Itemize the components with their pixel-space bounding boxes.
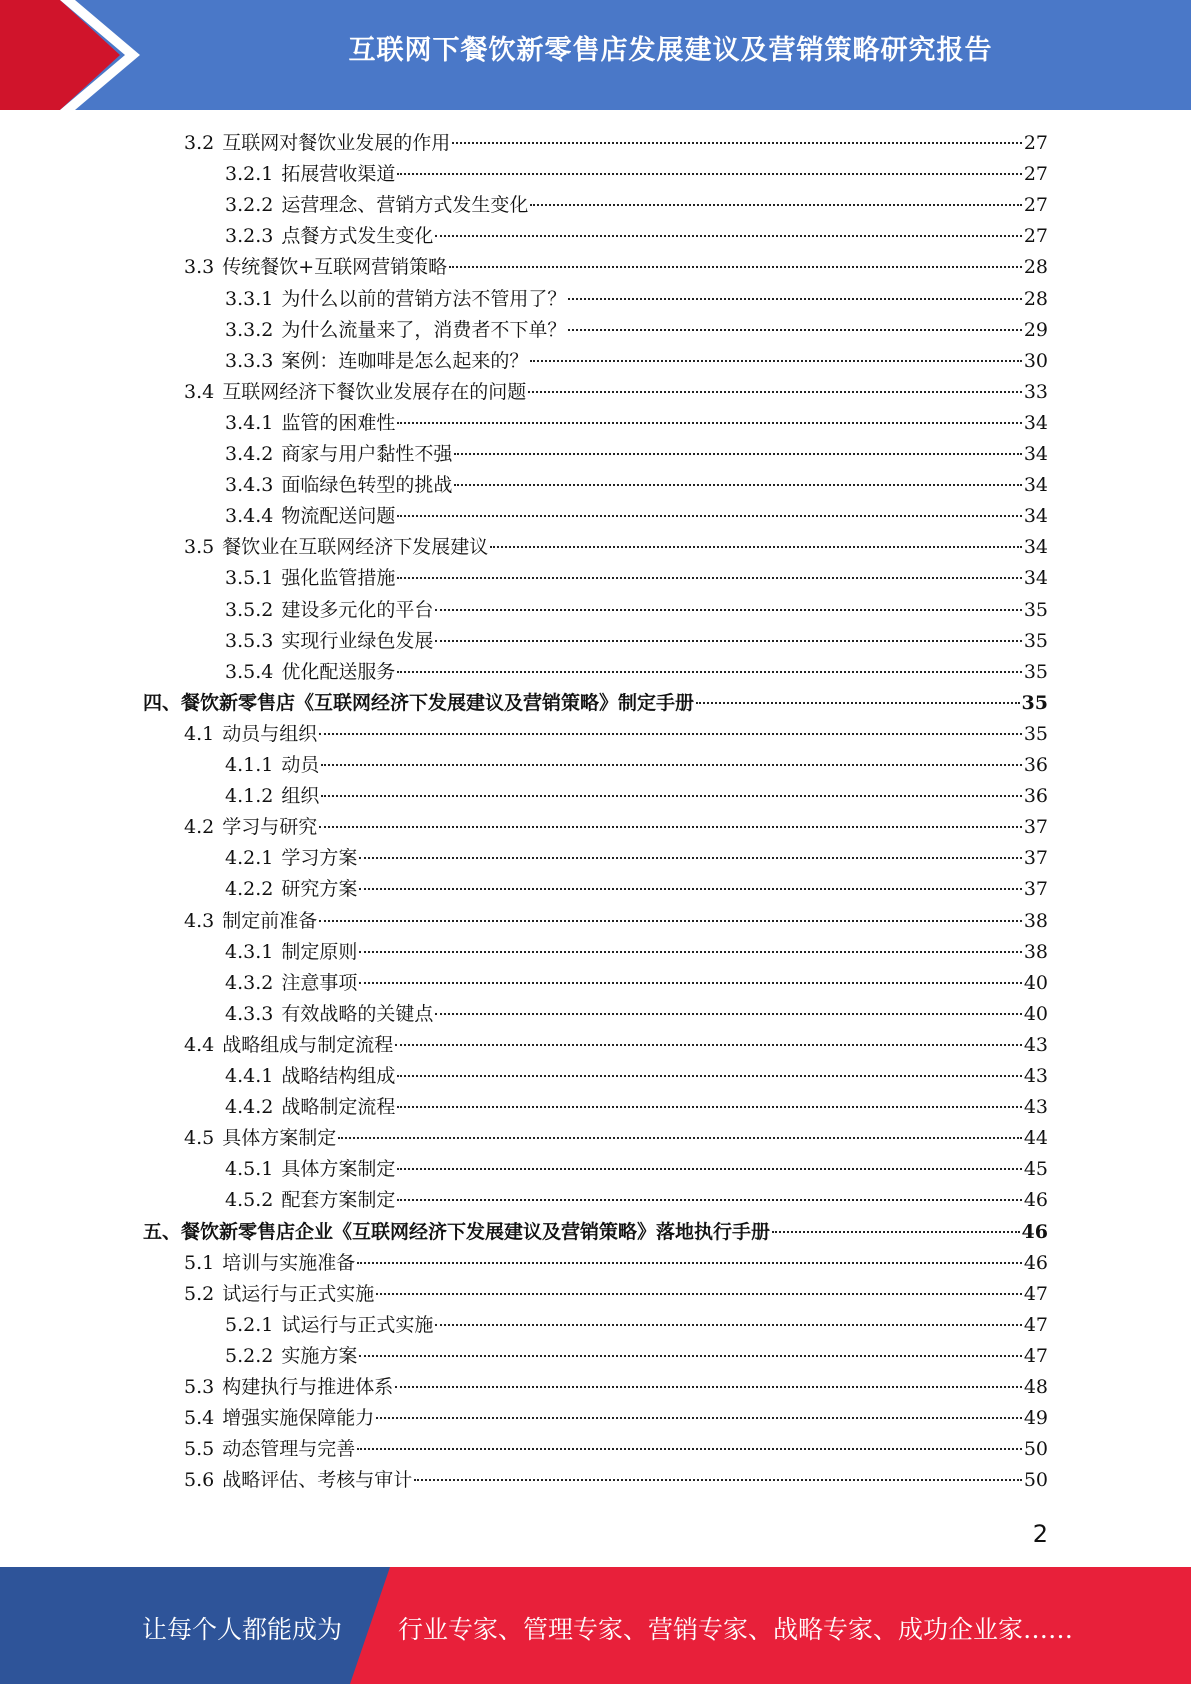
- toc-entry-number: 4.3.3: [225, 1002, 274, 1025]
- toc-dot-leader: [397, 577, 1021, 579]
- toc-entry-number: 3.4.3: [225, 474, 274, 497]
- toc-entry-title: 研究方案: [281, 878, 358, 901]
- toc-dot-leader: [395, 1044, 1022, 1046]
- toc-entry[interactable]: [225, 1061, 1048, 1091]
- toc-entry[interactable]: [184, 377, 1048, 407]
- toc-dot-leader: [454, 453, 1021, 455]
- toc-entry-title: 建设多元化的平台: [281, 598, 434, 621]
- report-title: 互联网下餐饮新零售店发展建议及营销策略研究报告: [348, 35, 993, 66]
- toc-dot-leader: [397, 1199, 1021, 1201]
- toc-dot-leader: [357, 1262, 1022, 1264]
- toc-entry-number: 4.1.2: [225, 785, 274, 808]
- toc-entry-number: 4.1.1: [225, 754, 274, 776]
- toc-entry-number: 5.1: [184, 1251, 215, 1274]
- toc-entry-number: 3.3: [184, 256, 215, 279]
- page-number: 2: [1032, 1520, 1048, 1548]
- header-arrow-decoration: [0, 0, 160, 110]
- toc-dot-leader: [376, 1417, 1022, 1419]
- toc-entry-title: 传统餐饮+互联网营销策略: [222, 256, 448, 279]
- toc-entry-title: 点餐方式发生变化: [281, 225, 434, 248]
- toc-entry-number: 4.3.2: [225, 971, 274, 994]
- toc-entry-page: 35: [1023, 660, 1048, 683]
- toc-entry-page: 40: [1023, 1002, 1048, 1025]
- toc-entry-number: 3.4.2: [225, 443, 274, 465]
- toc-entry-number: 5.2.1: [225, 1313, 274, 1336]
- toc-dot-leader: [359, 1355, 1021, 1357]
- toc-dot-leader: [397, 671, 1021, 673]
- toc-entry-title: 动态管理与完善: [222, 1438, 356, 1461]
- toc-entry-page: 47: [1023, 1282, 1048, 1305]
- toc-entry-number: 3.5.3: [225, 629, 274, 652]
- toc-entry-page: 34: [1023, 411, 1048, 434]
- toc-entry-page: 28: [1023, 287, 1048, 310]
- toc-dot-leader: [454, 484, 1021, 486]
- toc-entry[interactable]: [184, 252, 1048, 282]
- toc-entry[interactable]: [225, 1185, 1048, 1215]
- toc-entry-title: 战略评估、考核与审计: [222, 1469, 413, 1492]
- toc-dot-leader: [449, 266, 1022, 268]
- toc-entry[interactable]: [225, 470, 1048, 500]
- toc-entry-number: 4.4: [184, 1033, 215, 1056]
- toc-entry[interactable]: [225, 968, 1048, 998]
- toc-entry-number: 5.2.2: [225, 1344, 274, 1367]
- toc-dot-leader: [359, 857, 1021, 859]
- toc-entry-title: 实现行业绿色发展: [281, 629, 434, 652]
- toc-entry-page: 35: [1023, 722, 1048, 745]
- toc-entry-title: 学习与研究: [222, 816, 318, 839]
- toc-entry-number: 3.4: [184, 380, 215, 403]
- toc-dot-leader: [321, 795, 1021, 797]
- toc-entry-title: 注意事项: [281, 971, 358, 994]
- toc-entry-title: 拓展营收渠道: [281, 163, 396, 186]
- toc-entry-number: 4.5.1: [225, 1158, 274, 1181]
- toc-entry-page: 29: [1023, 318, 1048, 341]
- toc-entry[interactable]: [225, 315, 1048, 345]
- toc-entry-number: 五、: [143, 1220, 182, 1243]
- toc-entry-page: 33: [1023, 380, 1048, 403]
- toc-dot-leader: [376, 1293, 1022, 1295]
- toc-entry-page: 48: [1023, 1376, 1048, 1398]
- toc-dot-leader: [359, 888, 1021, 890]
- toc-entry-number: 5.4: [184, 1407, 215, 1430]
- toc-entry-page: 45: [1023, 1158, 1048, 1181]
- toc-entry[interactable]: [225, 221, 1048, 251]
- toc-entry-title: 试运行与正式实施: [281, 1313, 434, 1336]
- toc-entry-number: 4.2.2: [225, 878, 274, 901]
- toc-entry-title: 为什么流量来了，消费者不下单？: [281, 318, 567, 341]
- toc-entry[interactable]: [225, 159, 1048, 189]
- toc-entry-title: 为什么以前的营销方法不管用了？: [281, 287, 567, 310]
- toc-entry[interactable]: [225, 843, 1048, 873]
- toc-entry-page: 43: [1023, 1033, 1048, 1056]
- toc-entry-number: 3.3.1: [225, 287, 274, 310]
- toc-entry[interactable]: [184, 1372, 1048, 1402]
- toc-entry-page: 38: [1023, 940, 1048, 963]
- toc-entry-title: 强化监管措施: [281, 567, 396, 590]
- toc-dot-leader: [435, 640, 1021, 642]
- toc-entry-title: 组织: [281, 785, 320, 808]
- toc-entry-page: 46: [1021, 1220, 1048, 1243]
- toc-entry-page: 34: [1023, 505, 1048, 528]
- toc-entry-title: 学习方案: [281, 847, 358, 870]
- toc-entry[interactable]: [225, 1154, 1048, 1184]
- toc-entry-title: 动员: [281, 754, 320, 776]
- toc-entry[interactable]: [225, 190, 1048, 220]
- toc-entry-title: 制定前准备: [222, 909, 318, 932]
- toc-entry-number: 5.5: [184, 1438, 215, 1461]
- toc-entry-title: 物流配送问题: [281, 505, 396, 528]
- toc-entry[interactable]: [225, 1310, 1048, 1340]
- toc-entry-page: 27: [1023, 163, 1048, 186]
- toc-entry-number: 3.3.3: [225, 349, 274, 372]
- toc-entry-number: 5.6: [184, 1469, 215, 1492]
- toc-entry[interactable]: [184, 1465, 1048, 1495]
- toc-entry-title: 战略制定流程: [281, 1096, 396, 1119]
- toc-entry[interactable]: [225, 1341, 1048, 1371]
- toc-entry[interactable]: [184, 812, 1048, 842]
- toc-dot-leader: [359, 951, 1021, 953]
- toc-entry-page: 34: [1023, 474, 1048, 497]
- toc-entry-page: 27: [1023, 132, 1048, 154]
- toc-entry-number: 4.1: [184, 722, 215, 745]
- toc-entry-page: 49: [1023, 1407, 1048, 1430]
- toc-entry[interactable]: [225, 874, 1048, 904]
- toc-entry-title: 战略组成与制定流程: [222, 1033, 394, 1056]
- toc-entry[interactable]: [184, 1434, 1048, 1464]
- toc-entry-title: 动员与组织: [222, 722, 318, 745]
- toc-entry-number: 3.2: [184, 132, 215, 154]
- toc-entry[interactable]: [143, 688, 1048, 718]
- toc-entry-number: 4.3.1: [225, 940, 274, 963]
- toc-entry[interactable]: [225, 439, 1048, 469]
- toc-entry-number: 3.4.4: [225, 505, 274, 528]
- toc-entry-number: 3.5.2: [225, 598, 274, 621]
- toc-entry-title: 案例：连咖啡是怎么起来的？: [281, 349, 529, 372]
- toc-dot-leader: [696, 702, 1020, 704]
- toc-entry-title: 监管的困难性: [281, 411, 396, 434]
- toc-entry-number: 3.5.4: [225, 660, 274, 683]
- toc-entry-title: 实施方案: [281, 1344, 358, 1367]
- toc-entry[interactable]: [225, 346, 1048, 376]
- toc-entry-title: 构建执行与推进体系: [222, 1376, 394, 1398]
- toc-dot-leader: [528, 391, 1022, 393]
- toc-entry-page: 34: [1023, 536, 1048, 559]
- toc-entry-title: 战略结构组成: [281, 1065, 396, 1087]
- toc-entry-title: 运营理念、营销方式发生变化: [281, 194, 529, 217]
- toc-dot-leader: [435, 1324, 1021, 1326]
- toc-entry[interactable]: [225, 937, 1048, 967]
- toc-entry[interactable]: [184, 128, 1048, 158]
- toc-entry[interactable]: [225, 781, 1048, 811]
- toc-entry-page: 37: [1023, 816, 1048, 839]
- toc-dot-leader: [772, 1231, 1020, 1233]
- page-header: [0, 0, 1191, 110]
- toc-entry-page: 27: [1023, 194, 1048, 217]
- toc-entry-number: 5.3: [184, 1376, 215, 1398]
- toc-entry-title: 培训与实施准备: [222, 1251, 356, 1274]
- toc-entry[interactable]: [225, 999, 1048, 1029]
- toc-entry-page: 35: [1023, 598, 1048, 621]
- toc-entry-number: 4.4.1: [225, 1065, 274, 1087]
- toc-entry-page: 43: [1023, 1065, 1048, 1087]
- toc-entry-number: 3.2.2: [225, 194, 274, 217]
- toc-entry-page: 34: [1023, 567, 1048, 590]
- toc-dot-leader: [319, 920, 1022, 922]
- toc-dot-leader: [395, 1386, 1022, 1388]
- toc-entry-number: 3.2.1: [225, 163, 274, 186]
- toc-entry-page: 47: [1023, 1344, 1048, 1367]
- toc-entry-number: 3.3.2: [225, 318, 274, 341]
- toc-dot-leader: [530, 360, 1021, 362]
- toc-dot-leader: [568, 298, 1021, 300]
- toc-entry-number: 4.3: [184, 909, 215, 932]
- toc-dot-leader: [357, 1448, 1022, 1450]
- toc-entry-number: 四、: [143, 691, 182, 714]
- toc-entry-title: 增强实施保障能力: [222, 1407, 375, 1430]
- toc-entry-title: 具体方案制定: [281, 1158, 396, 1181]
- toc-entry-title: 具体方案制定: [222, 1127, 337, 1150]
- toc-entry-page: 36: [1023, 754, 1048, 776]
- footer-slogan-right: 行业专家、管理专家、营销专家、战略专家、成功企业家……: [398, 1615, 1074, 1644]
- toc-entry-page: 27: [1023, 225, 1048, 248]
- toc-dot-leader: [397, 1168, 1021, 1170]
- toc-entry[interactable]: [184, 719, 1048, 749]
- toc-dot-leader: [397, 422, 1021, 424]
- toc-entry-page: 36: [1023, 785, 1048, 808]
- toc-entry[interactable]: [225, 595, 1048, 625]
- footer-slogan-left: 让每个人都能成为: [142, 1615, 343, 1644]
- toc-entry-page: 37: [1023, 878, 1048, 901]
- toc-entry-number: 4.2.1: [225, 847, 274, 870]
- toc-dot-leader: [359, 982, 1021, 984]
- toc-entry-number: 3.2.3: [225, 225, 274, 248]
- toc-dot-leader: [414, 1479, 1022, 1481]
- toc-entry[interactable]: [184, 1030, 1048, 1060]
- toc-entry-number: 3.4.1: [225, 411, 274, 434]
- toc-dot-leader: [530, 204, 1021, 206]
- toc-entry-page: 35: [1023, 629, 1048, 652]
- toc-dot-leader: [338, 1137, 1022, 1139]
- toc-entry[interactable]: [225, 284, 1048, 314]
- toc-entry-title: 餐饮业在互联网经济下发展建议: [222, 536, 489, 559]
- toc-entry[interactable]: [143, 1217, 1048, 1247]
- toc-entry[interactable]: [225, 501, 1048, 531]
- toc-dot-leader: [452, 142, 1022, 144]
- toc-dot-leader: [397, 1075, 1021, 1077]
- toc-entry-page: 34: [1023, 443, 1048, 465]
- toc-entry-page: 46: [1023, 1189, 1048, 1212]
- toc-entry-page: 37: [1023, 847, 1048, 870]
- toc-dot-leader: [319, 826, 1022, 828]
- toc-entry-title: 互联网对餐饮业发展的作用: [222, 132, 451, 154]
- toc-dot-leader: [397, 515, 1021, 517]
- toc-entry-page: 44: [1023, 1127, 1048, 1150]
- toc-entry-page: 50: [1023, 1438, 1048, 1461]
- toc-entry-page: 46: [1023, 1251, 1048, 1274]
- toc-entry[interactable]: [184, 1123, 1048, 1153]
- toc-entry[interactable]: [184, 1279, 1048, 1309]
- toc-entry[interactable]: [225, 626, 1048, 656]
- toc-dot-leader: [319, 733, 1022, 735]
- toc-entry[interactable]: [225, 408, 1048, 438]
- toc-entry-title: 面临绿色转型的挑战: [281, 474, 453, 497]
- toc-dot-leader: [568, 329, 1021, 331]
- toc-entry[interactable]: [184, 1248, 1048, 1278]
- toc-dot-leader: [490, 546, 1022, 548]
- toc-entry-page: 35: [1021, 691, 1048, 714]
- toc-entry[interactable]: [184, 906, 1048, 936]
- toc-dot-leader: [397, 173, 1021, 175]
- toc-dot-leader: [435, 609, 1021, 611]
- toc-entry[interactable]: [225, 1092, 1048, 1122]
- toc-dot-leader: [435, 235, 1021, 237]
- toc-entry[interactable]: [225, 750, 1048, 780]
- toc-entry-number: 3.5: [184, 536, 215, 559]
- toc-entry-title: 商家与用户黏性不强: [281, 443, 453, 465]
- toc-entry-title: 有效战略的关键点: [281, 1002, 434, 1025]
- toc-entry-number: 5.2: [184, 1282, 215, 1305]
- toc-entry[interactable]: [184, 1403, 1048, 1433]
- toc-entry-page: 47: [1023, 1313, 1048, 1336]
- toc-entry-page: 40: [1023, 971, 1048, 994]
- toc-entry-number: 4.5: [184, 1127, 215, 1150]
- toc-entry-page: 38: [1023, 909, 1048, 932]
- toc-entry-number: 4.4.2: [225, 1096, 274, 1119]
- toc-entry-page: 28: [1023, 256, 1048, 279]
- toc-entry-title: 优化配送服务: [281, 660, 396, 683]
- toc-dot-leader: [397, 1106, 1021, 1108]
- toc-dot-leader: [435, 1013, 1021, 1015]
- toc-entry-title: 互联网经济下餐饮业发展存在的问题: [222, 380, 527, 403]
- toc-entry-title: 制定原则: [281, 940, 358, 963]
- toc-entry-title: 餐饮新零售店《互联网经济下发展建议及营销策略》制定手册: [181, 691, 695, 714]
- toc-entry[interactable]: [225, 563, 1048, 593]
- toc-entry[interactable]: [184, 532, 1048, 562]
- toc-entry[interactable]: [225, 657, 1048, 687]
- toc-entry-number: 4.2: [184, 816, 215, 839]
- toc-entry-number: 4.5.2: [225, 1189, 274, 1212]
- toc-entry-title: 试运行与正式实施: [222, 1282, 375, 1305]
- toc-entry-page: 43: [1023, 1096, 1048, 1119]
- toc-entry-title: 配套方案制定: [281, 1189, 396, 1212]
- page-footer: [0, 1567, 1191, 1684]
- toc-entry-page: 50: [1023, 1469, 1048, 1492]
- toc-entry-number: 3.5.1: [225, 567, 274, 590]
- toc-dot-leader: [321, 764, 1021, 766]
- toc-entry-page: 30: [1023, 349, 1048, 372]
- toc-entry-title: 餐饮新零售店企业《互联网经济下发展建议及营销策略》落地执行手册: [181, 1220, 771, 1243]
